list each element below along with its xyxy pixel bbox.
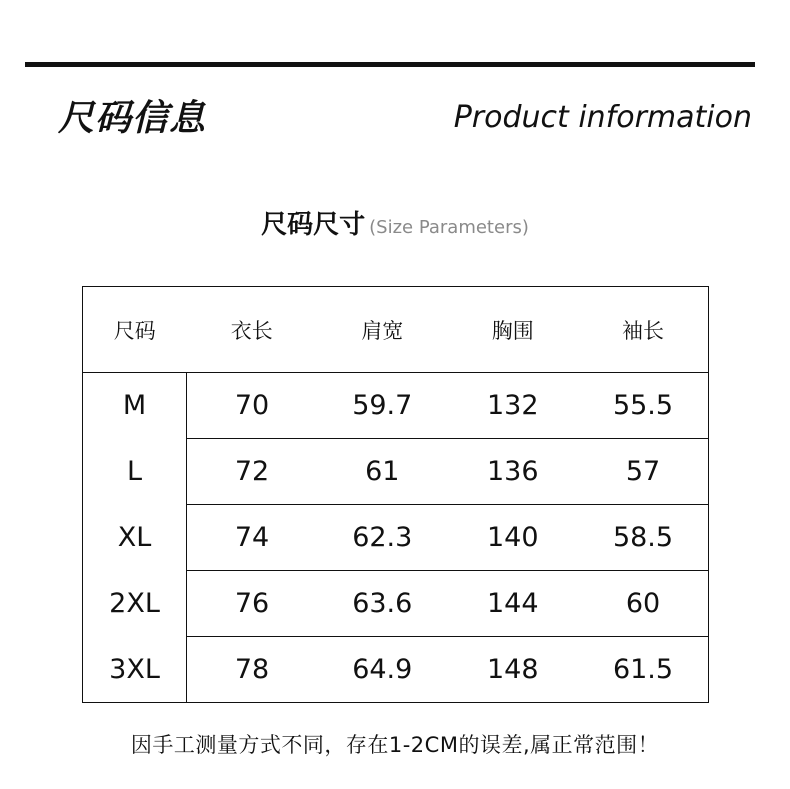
size-cell: L [83,439,187,505]
table-row [83,373,709,439]
top-divider [25,62,755,67]
size-cell: 3XL [83,637,187,703]
size-cell: XL [83,505,187,571]
size-table [82,286,709,703]
section-title-chinese: 尺码尺寸 [261,210,366,240]
chest-cell: 136 [448,439,579,505]
sleeve-cell: 61.5 [578,637,709,703]
header-shoulder: 肩宽 [317,287,448,373]
header-length: 衣长 [187,287,318,373]
shoulder-cell: 62.3 [317,505,448,571]
shoulder-cell: 61 [317,439,448,505]
sleeve-cell: 60 [578,571,709,637]
size-cell: M [83,373,187,439]
page-title-chinese: 尺码信息 [58,98,207,139]
chest-cell: 140 [448,505,579,571]
length-cell: 76 [187,571,318,637]
length-cell: 74 [187,505,318,571]
table-row [83,637,709,703]
chest-cell: 132 [486,390,539,421]
sleeve-cell: 58.5 [578,505,709,571]
measurement-note: 因手工测量方式不同，存在1-2CM的误差,属正常范围！ [130,733,660,757]
chest-cell: 144 [448,571,579,637]
shoulder-cell: 59.7 [352,390,413,421]
table-header-row [83,287,709,373]
length-cell: 78 [187,637,318,703]
sleeve-cell: 57 [578,439,709,505]
header-sleeve: 袖长 [578,287,709,373]
length-cell: 72 [187,439,318,505]
table-row [83,505,709,571]
table-row [83,439,709,505]
sleeve-cell: 55.5 [612,390,674,421]
header-size: 尺码 [83,287,187,373]
section-title-english: (Size Parameters) [369,217,529,238]
chest-cell: 148 [448,637,579,703]
table-row [83,571,709,637]
shoulder-cell: 63.6 [317,571,448,637]
page-title-english: Product information [453,100,752,135]
header-chest: 胸围 [448,287,579,373]
size-cell: 2XL [83,571,187,637]
shoulder-cell: 64.9 [317,637,448,703]
section-heading [0,207,790,246]
length-cell: 70 [234,390,270,421]
